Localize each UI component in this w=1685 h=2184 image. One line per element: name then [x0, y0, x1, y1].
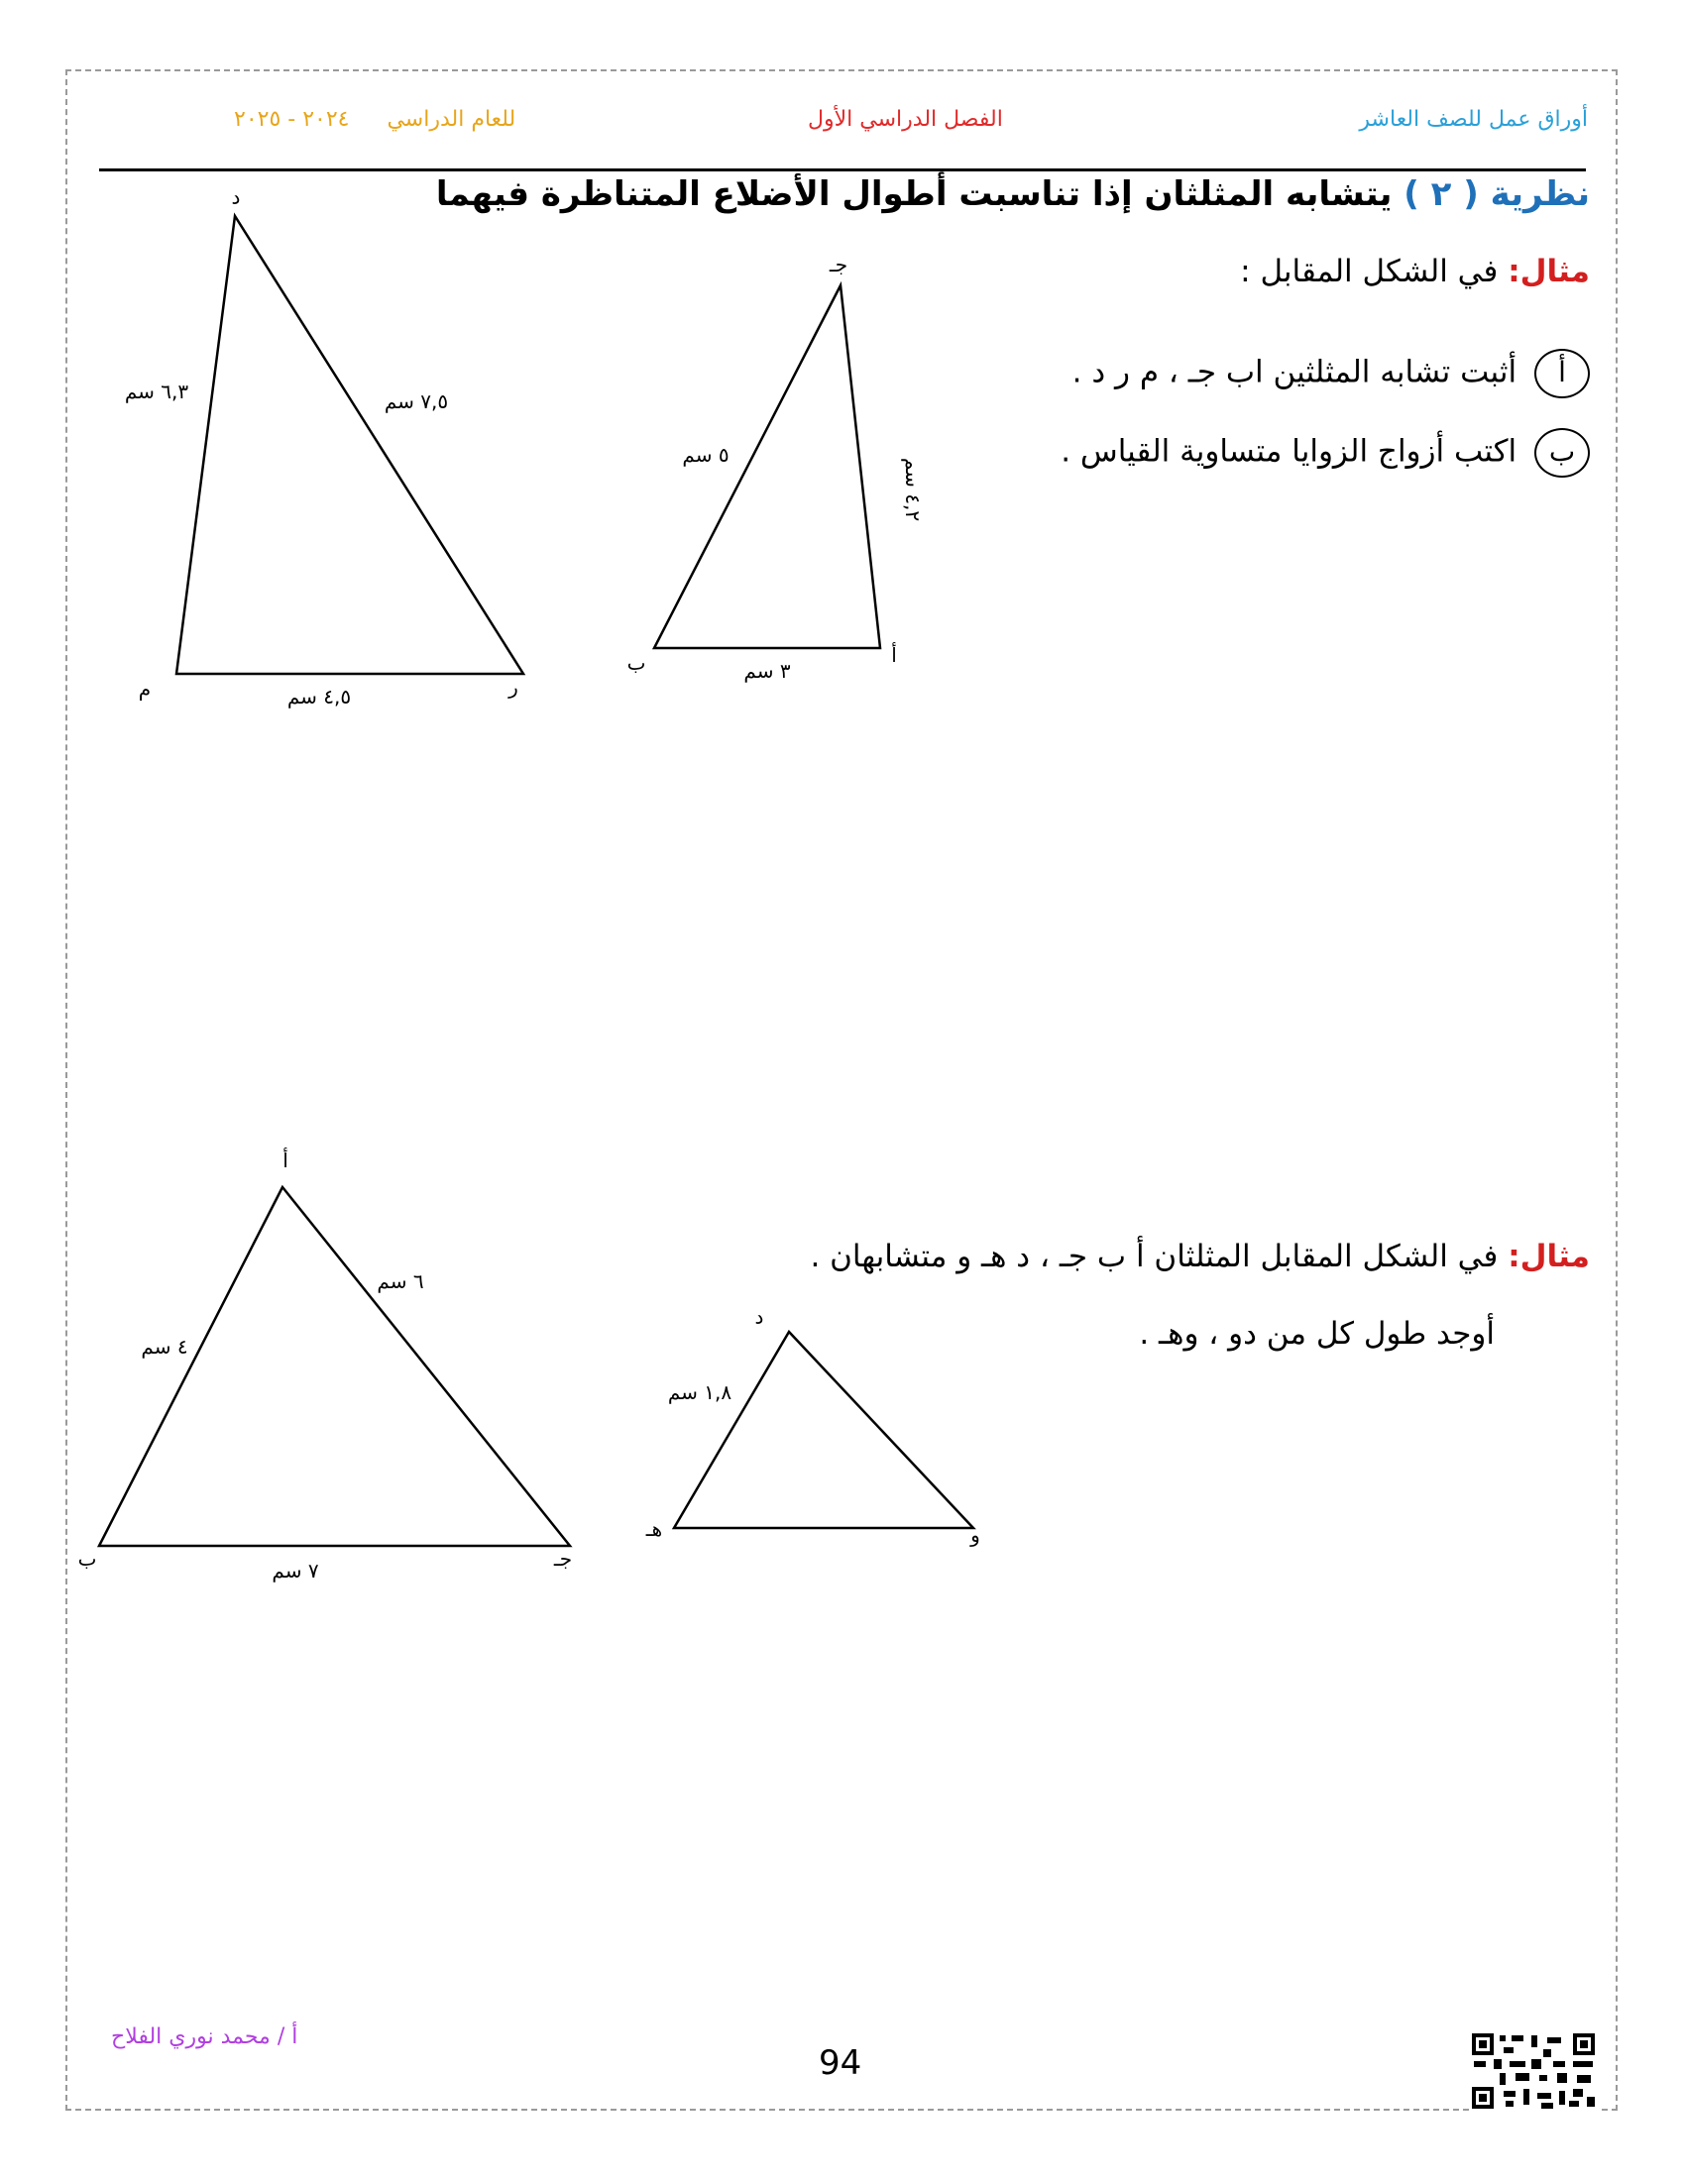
triangle-mrd	[176, 216, 523, 674]
side-dh-2: ١,٨ سم	[667, 1380, 732, 1404]
vertex-waw-2: و	[970, 1523, 980, 1547]
header-year: ٢٠٢٤ - ٢٠٢٥	[234, 107, 350, 132]
vertex-dal-1: د	[231, 185, 241, 209]
header-course: أوراق عمل للصف العاشر	[1359, 107, 1588, 132]
footer-author: أ / محمد نوري الفلاح	[111, 2024, 298, 2049]
side-dm: ٦,٣ سم	[124, 380, 189, 403]
qr-code-icon	[1470, 2031, 1599, 2111]
vertex-jim-1: جـ	[829, 253, 848, 276]
vertex-ra-1: ر	[508, 675, 518, 699]
part-a-circle: أ	[1534, 349, 1590, 398]
vertex-dal-2: د	[754, 1305, 764, 1329]
side-aj-2: ٦ سم	[377, 1269, 424, 1293]
vertex-ha-2: هـ	[645, 1517, 663, 1541]
example1-label: مثال:	[1508, 254, 1590, 289]
example2-text: في الشكل المقابل المثلثان أ ب جـ ، د هـ و متشابهان .	[810, 1239, 1499, 1274]
theorem-label: نظرية ( ٢ )	[1404, 174, 1590, 214]
theorem-text: يتشابه المثلثان إذا تناسبت أطوال الأضلاع المتناظرة فيهما	[435, 174, 1393, 214]
side-bj-2: ٧ سم	[272, 1559, 319, 1583]
header-term: الفصل الدراسي الأول	[808, 107, 1003, 132]
header-year-label: للعام الدراسي	[387, 107, 516, 132]
side-mr: ٤,٥ سم	[286, 685, 352, 709]
triangle-dhw	[674, 1332, 973, 1528]
vertex-mim-1: م	[138, 677, 152, 701]
page-number: 94	[819, 2043, 862, 2083]
vertex-ba-1: ب	[626, 651, 646, 675]
side-dr: ٧,٥ سم	[384, 389, 449, 413]
example2-label: مثال:	[1508, 1239, 1590, 1274]
example2-question: أوجد طول كل من دو ، وهـ .	[1139, 1316, 1495, 1352]
vertex-jim-2: جـ	[553, 1547, 573, 1571]
triangle-abj-2	[99, 1187, 570, 1546]
part-b-text: اكتب أزواج الزوايا متساوية القياس .	[1061, 433, 1517, 470]
triangle-abj	[654, 285, 880, 648]
vertex-alif-2: أ	[282, 1148, 288, 1172]
part-a-text: أثبت تشابه المثلثين اب جـ ، م ر د .	[1071, 354, 1517, 390]
part-b-circle: ب	[1534, 428, 1590, 478]
side-ab-2: ٤ سم	[141, 1335, 188, 1359]
side-aj: ٤,٢ سم	[901, 457, 925, 522]
vertex-ba-2: ب	[77, 1547, 97, 1571]
example1-intro: في الشكل المقابل :	[1240, 254, 1499, 289]
vertex-alif-1: أ	[891, 643, 897, 667]
side-ab: ٣ سم	[743, 659, 791, 683]
side-bj: ٥ سم	[682, 443, 730, 467]
